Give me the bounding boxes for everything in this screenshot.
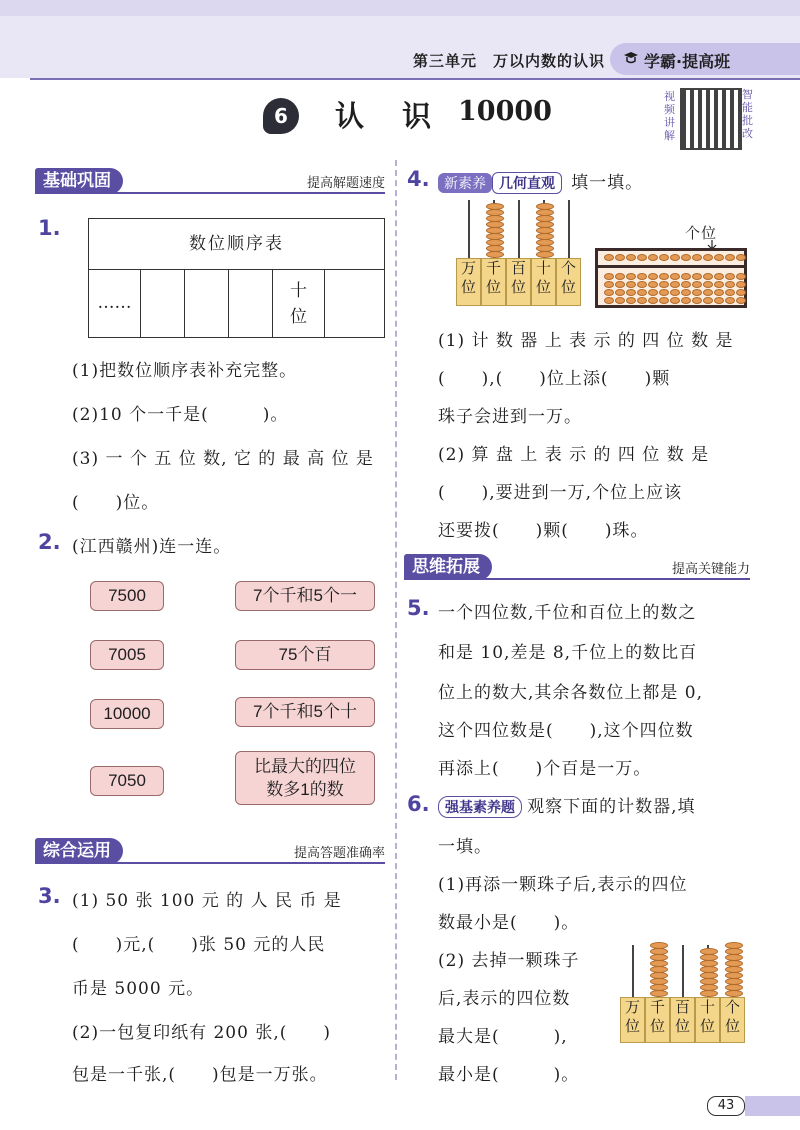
match-left-item[interactable]: 10000 [90,699,164,729]
section-thinking-rule [404,578,750,580]
counter-label-wan: 万 位 [456,258,481,306]
bead [650,948,668,955]
q5-line5: 再添上( )个百是一万。 [438,759,652,779]
bead [681,297,691,304]
q4-line5: ( ),要进到一万,个位上应该 [438,483,683,503]
bead [650,990,668,997]
q3-line5: 包是一千张,( )包是一万张。 [72,1065,328,1085]
q4-line1: (1) 计 数 器 上 表 示 的 四 位 数 是 [438,331,734,351]
bead [536,209,554,216]
table-title: 数位顺序表 [89,219,384,270]
bead [692,281,702,288]
abacus-ones-label: 个位 [685,224,718,242]
section-thinking [404,554,750,580]
bead [670,273,680,280]
bead [659,273,669,280]
counter-label-shi: 十 位 [695,997,720,1043]
bead [604,254,614,261]
match-right-item[interactable] [235,751,375,805]
lesson-number-badge: 6 [263,98,299,134]
bead [725,966,743,973]
bead [536,251,554,258]
q4-line4: (2) 算 盘 上 表 示 的 四 位 数 是 [438,445,710,465]
bead [615,273,625,280]
qr-code-icon[interactable] [680,88,742,150]
bead [536,227,554,234]
bead [670,281,680,288]
bead [736,281,746,288]
q1-number: 1. [38,216,61,240]
bead [725,954,743,961]
bead [725,942,743,949]
q4-tag-geometry: 几何直观 [492,172,562,194]
counter-label-ge: 个 位 [720,997,745,1043]
q2-number: 2. [38,530,61,554]
bead [700,954,718,961]
class-name: 学霸·提高班 [644,52,731,71]
match-right-line: 比最大的四位 [254,757,356,776]
bead [615,289,625,296]
bead [536,233,554,240]
section-comprehensive-tag: 综合运用 [35,838,123,864]
bead [714,289,724,296]
lesson-title-number: 10000 [458,96,552,127]
q6-line3: (1)再添一颗珠子后,表示的四位 [438,875,688,895]
q1-part1: (1)把数位顺序表补充完整。 [72,361,298,381]
bead [692,289,702,296]
bead [714,273,724,280]
bead [670,254,680,261]
lesson-title: 认 识 [335,99,446,133]
bead [725,972,743,979]
q6-line8: 最小是( )。 [438,1065,580,1085]
q4-tag-new: 新素养 [438,173,492,193]
bead [648,289,658,296]
bead [615,297,625,304]
bead [692,273,702,280]
q4-text: 填一填。 [571,173,644,193]
counter-label-bai: 百 位 [670,997,695,1043]
q6-line7: 最大是( ), [438,1027,568,1047]
digit-place-table [88,218,385,338]
bead [700,972,718,979]
bead [670,297,680,304]
q4-line3: 珠子会进到一万。 [438,407,582,427]
q1-part2: (2)10 个一千是( )。 [72,405,289,425]
bead [486,221,504,228]
counter-frame-q6 [620,945,746,1045]
bead [486,203,504,210]
abacus-beam [598,265,744,268]
counter-rod [682,945,684,999]
q3-line2: ( )元,( )张 50 元的人民 [72,935,326,955]
q5-line4: 这个四位数是( ),这个四位数 [438,721,694,741]
bead [659,289,669,296]
bead [725,984,743,991]
q4-line6: 还要拨( )颗( )珠。 [438,521,649,541]
table-cell-tens [273,270,325,337]
bead [615,281,625,288]
match-right-item[interactable]: 7个千和5个一 [235,581,375,611]
section-basic [35,168,385,194]
bead [626,273,636,280]
section-basic-subtitle: 提高解题速度 [306,176,385,191]
qr-label-grading: 智能批改 [742,88,753,140]
bead [714,281,724,288]
bead [536,203,554,210]
q6-line5: (2) 去掉一颗珠子 [438,951,580,971]
match-right-item[interactable]: 7个千和5个十 [235,697,375,727]
bead [648,281,658,288]
bead [659,254,669,261]
q3-line4: (2)一包复印纸有 200 张,( ) [72,1023,332,1043]
bead [536,239,554,246]
bead [648,297,658,304]
qr-label-video: 视频讲解 [664,90,675,142]
bead [536,245,554,252]
class-badge [610,43,800,75]
graduation-cap-icon [622,49,640,67]
table-cell-blank[interactable] [325,270,384,337]
bead [736,289,746,296]
bead [736,297,746,304]
bead [725,254,735,261]
bead [725,960,743,967]
q4-tags [438,168,643,194]
bead [604,289,614,296]
counter-label-wan: 万 位 [620,997,645,1043]
column-divider [395,160,397,1080]
counter-label-qian: 千 位 [645,997,670,1043]
bead [703,289,713,296]
bead [604,273,614,280]
tens-char-2: 位 [290,307,307,327]
bead [626,254,636,261]
bead [725,281,735,288]
q4-number: 4. [407,167,430,191]
bead [725,990,743,997]
section-comprehensive-rule [35,862,385,864]
bead [486,251,504,258]
bead [692,297,702,304]
bead [637,254,647,261]
bead [648,273,658,280]
bead [650,978,668,985]
bead [703,254,713,261]
bead [681,289,691,296]
q1-part3-line2: ( )位。 [72,493,160,513]
bead [536,221,554,228]
bead [681,273,691,280]
q1-part3-line1: (3) 一 个 五 位 数, 它 的 最 高 位 是 [72,449,374,469]
bead [700,966,718,973]
bead [486,233,504,240]
counter-rod [468,200,470,260]
q4-line2: ( ),( )位上添( )颗 [438,369,671,389]
bead [725,289,735,296]
bead [486,245,504,252]
section-thinking-tag: 思维拓展 [404,554,492,580]
bead [714,297,724,304]
table-cell-blank[interactable] [141,270,185,337]
bead [650,942,668,949]
section-comprehensive-subtitle: 提高答题准确率 [293,846,385,861]
bead [700,984,718,991]
match-left-item[interactable]: 7005 [90,640,164,670]
bead [725,948,743,955]
q6-line1: 观察下面的计数器,填 [527,797,696,817]
bead [700,948,718,955]
bead [703,281,713,288]
match-left-item[interactable]: 7500 [90,581,164,611]
section-thinking-subtitle: 提高关键能力 [671,562,750,577]
tens-char-1: 十 [290,281,307,301]
q6-line2: 一填。 [438,837,492,857]
counter-rod [518,200,520,260]
bead [681,254,691,261]
counter-label-shi: 十 位 [531,258,556,306]
bead [626,297,636,304]
counter-rod [632,945,634,999]
bead [650,954,668,961]
bead [659,281,669,288]
bead [650,960,668,967]
counter-label-qian: 千 位 [481,258,506,306]
page-number: 43 [707,1096,745,1116]
bead [670,289,680,296]
bead [714,254,724,261]
q6-number: 6. [407,792,430,816]
table-cell-dots: …… [89,270,141,337]
bead [725,978,743,985]
bead [626,289,636,296]
bead [486,239,504,246]
bead [700,978,718,985]
table-cell-blank[interactable] [185,270,229,337]
match-right-item[interactable]: 75个百 [235,640,375,670]
bead [536,215,554,222]
bead [700,960,718,967]
bead [692,254,702,261]
bead [486,215,504,222]
bead [604,281,614,288]
bead [736,273,746,280]
q3-line3: 币是 5000 元。 [72,979,205,999]
bead [486,209,504,216]
bead [681,281,691,288]
q6-line4: 数最小是( )。 [438,913,580,933]
bead [650,984,668,991]
counter-rod [568,200,570,260]
bead [700,990,718,997]
q3-line1: (1) 50 张 100 元 的 人 民 币 是 [72,891,342,911]
match-right-line: 数多1的数 [266,780,344,799]
q5-line2: 和是 10,差是 8,千位上的数比百 [438,643,698,663]
bead [725,297,735,304]
bead [703,273,713,280]
bead [604,297,614,304]
match-left-item[interactable]: 7050 [90,766,164,796]
bead [736,254,746,261]
bead [659,297,669,304]
bead [486,227,504,234]
counter-frame-q4 [454,200,584,308]
q6-line6: 后,表示的四位数 [438,989,571,1009]
q6-header [438,792,696,818]
header-top-strip [0,0,800,16]
section-basic-tag: 基础巩固 [35,168,123,194]
header-rule [30,78,800,80]
q3-number: 3. [38,884,61,908]
bead [637,281,647,288]
bead [637,289,647,296]
bead [703,297,713,304]
page-number-bar [745,1096,800,1116]
section-comprehensive [35,838,385,864]
table-cell-blank[interactable] [229,270,273,337]
q6-tag: 强基素养题 [438,796,522,818]
q5-number: 5. [407,596,430,620]
section-basic-rule [35,192,385,194]
unit-breadcrumb: 第三单元 万以内数的认识 [412,52,605,70]
bead [637,273,647,280]
bead [615,254,625,261]
abacus [595,248,747,308]
bead [648,254,658,261]
bead [637,297,647,304]
bead [650,966,668,973]
q2-text: (江西赣州)连一连。 [72,537,232,557]
bead [626,281,636,288]
q5-line3: 位上的数大,其余各数位上都是 0, [438,683,704,703]
counter-label-bai: 百 位 [506,258,531,306]
bead [650,972,668,979]
q5-line1: 一个四位数,千位和百位上的数之 [438,603,697,623]
counter-label-ge: 个 位 [556,258,581,306]
bead [725,273,735,280]
